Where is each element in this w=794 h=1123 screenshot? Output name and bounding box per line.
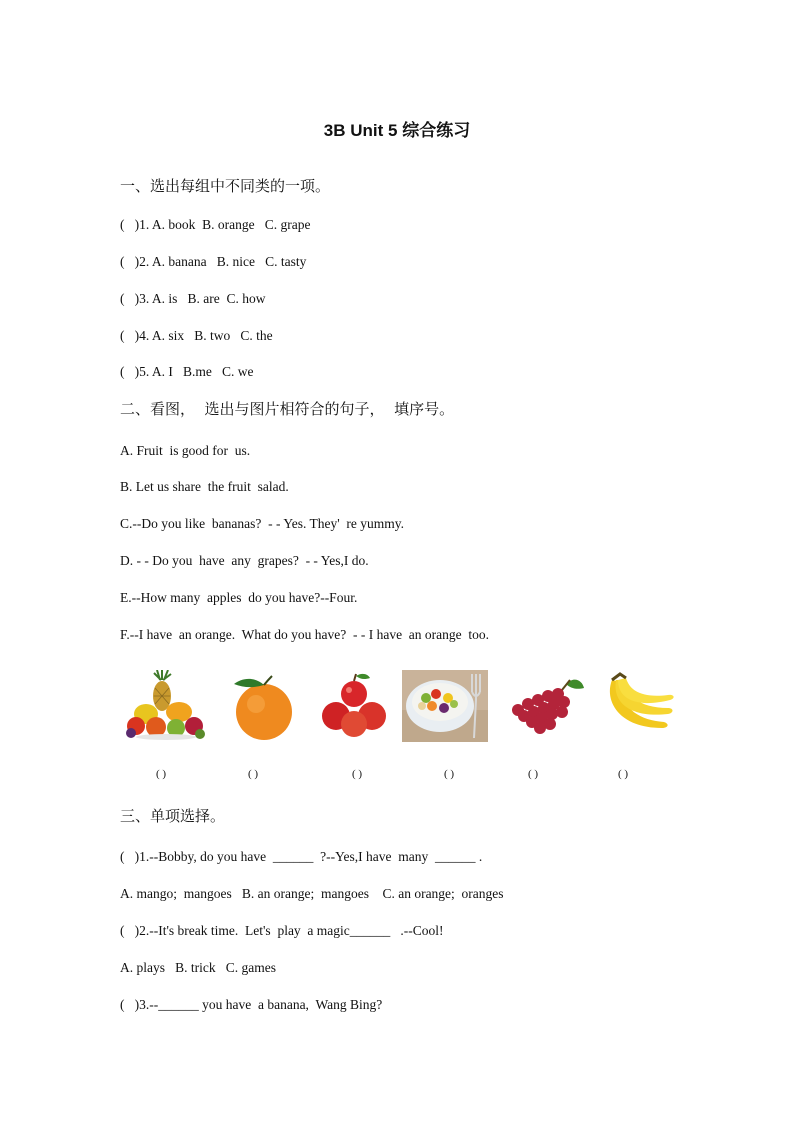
section2-option-c: C.--Do you like bananas? - - Yes. They' re yummy. — [120, 516, 405, 531]
section1-item-4: ( )4. A. six B. two C. the — [120, 328, 273, 343]
section1-item-1: ( )1. A. book B. orange C. grape — [120, 217, 311, 232]
section1-item-5: ( )5. A. I B.me C. we — [120, 364, 254, 379]
section3-question-1: ( )1.--Bobby, do you have ______ ?--Yes,I have many ______ . — [120, 849, 483, 864]
section3-question-2: ( )2.--It's break time. Let's play a magic______ .--Cool! — [120, 923, 444, 938]
bananas-picture — [598, 670, 680, 742]
picture-1-blank[interactable]: ( ) — [155, 768, 167, 780]
fruit-pile-picture — [124, 670, 206, 742]
section1-heading: 一、选出每组中不同类的一项。 — [120, 177, 331, 195]
section2-option-b: B. Let us share the fruit salad. — [120, 479, 289, 494]
apples-picture — [316, 670, 398, 742]
section2-option-a: A. Fruit is good for us. — [120, 443, 251, 458]
fruit-salad-picture — [402, 670, 488, 742]
section2-option-f: F.--I have an orange. What do you have? - - I have an orange too. — [120, 627, 490, 642]
section2-option-d: D. - - Do you have any grapes? - - Yes,I do. — [120, 553, 369, 568]
picture-4-blank[interactable]: ( ) — [443, 768, 455, 780]
section2-heading: 二、看图， 选出与图片相符合的句子， 填序号。 — [120, 400, 455, 418]
section1-item-3: ( )3. A. is B. are C. how — [120, 291, 266, 306]
section3-heading: 三、单项选择。 — [120, 807, 226, 825]
section1-item-2: ( )2. A. banana B. nice C. tasty — [120, 254, 307, 269]
section3-question-2-options: A. plays B. trick C. games — [120, 960, 276, 975]
section2-option-e: E.--How many apples do you have?--Four. — [120, 590, 358, 605]
section3-question-3: ( )3.--______ you have a banana, Wang Bing? — [120, 997, 383, 1012]
picture-5-blank[interactable]: ( ) — [527, 768, 539, 780]
picture-3-blank[interactable]: ( ) — [351, 768, 363, 780]
picture-6-blank[interactable]: ( ) — [617, 768, 629, 780]
section3-question-1-options: A. mango; mangoes B. an orange; mangoes C. an orange; oranges — [120, 886, 504, 901]
page-title: 3B Unit 5 综合练习 — [323, 121, 471, 140]
orange-picture — [224, 670, 306, 742]
grapes-picture — [504, 670, 586, 742]
picture-2-blank[interactable]: ( ) — [247, 768, 259, 780]
